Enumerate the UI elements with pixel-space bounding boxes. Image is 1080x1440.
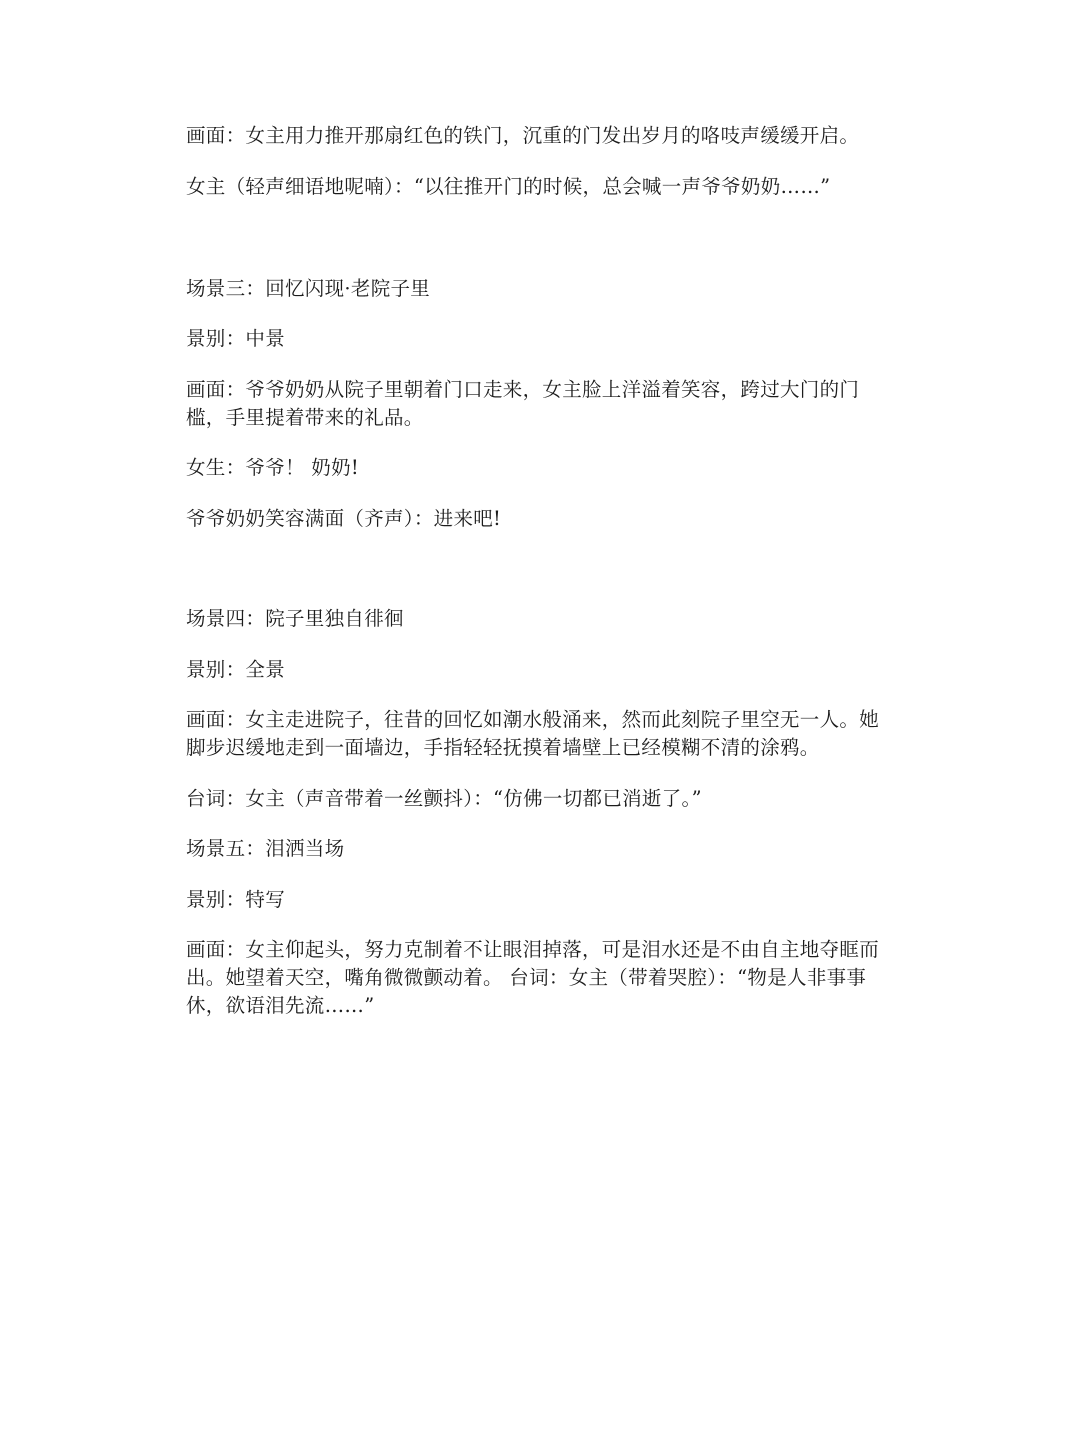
scene-description-door: 画面：女主用力推开那扇红色的铁门，沉重的门发出岁月的咯吱声缓缓开启。 bbox=[186, 124, 860, 147]
dialogue-murmur: 女主（轻声细语地呢喃）：“以往推开门的时候，总会喊一声爷爷奶奶……” bbox=[186, 175, 831, 198]
scene-description-courtyard: 画面：女主走进院子，往昔的回忆如潮水般涌来，然而此刻院子里空无一人。她脚步迟缓地走到一面墙边，手指轻轻抚摸着墙壁上已经模糊不清的涂鸦。 bbox=[186, 708, 880, 759]
scene-description-tears: 画面：女主仰起头，努力克制着不让眼泪掉落，可是泪水还是不由自主地夺眶而出。她望着天空，嘴角微微颤动着。 台词：女主（带着哭腔）：“物是人非事事休，欲语泪先流……” bbox=[186, 938, 880, 1017]
scene-description-memory: 画面：爷爷奶奶从院子里朝着门口走来，女主脸上洋溢着笑容，跨过大门的门槛，手里提着带来的礼品。 bbox=[186, 378, 860, 429]
scene-heading-5: 场景五：泪洒当场 bbox=[186, 837, 345, 860]
scene-heading-4: 场景四：院子里独自徘徊 bbox=[186, 607, 404, 630]
shot-type-medium: 景别：中景 bbox=[186, 327, 286, 350]
scene-heading-3: 场景三：回忆闪现·老院子里 bbox=[186, 277, 431, 300]
dialogue-grandparents: 爷爷奶奶笑容满面（齐声）：进来吧! bbox=[186, 507, 502, 530]
shot-type-full: 景别：全景 bbox=[186, 658, 286, 681]
dialogue-girl: 女生：爷爷！ 奶奶! bbox=[186, 456, 360, 479]
dialogue-trembling: 台词：女主（声音带着一丝颤抖）：“仿佛一切都已消逝了。” bbox=[186, 787, 702, 810]
shot-type-closeup: 景别：特写 bbox=[186, 888, 286, 911]
